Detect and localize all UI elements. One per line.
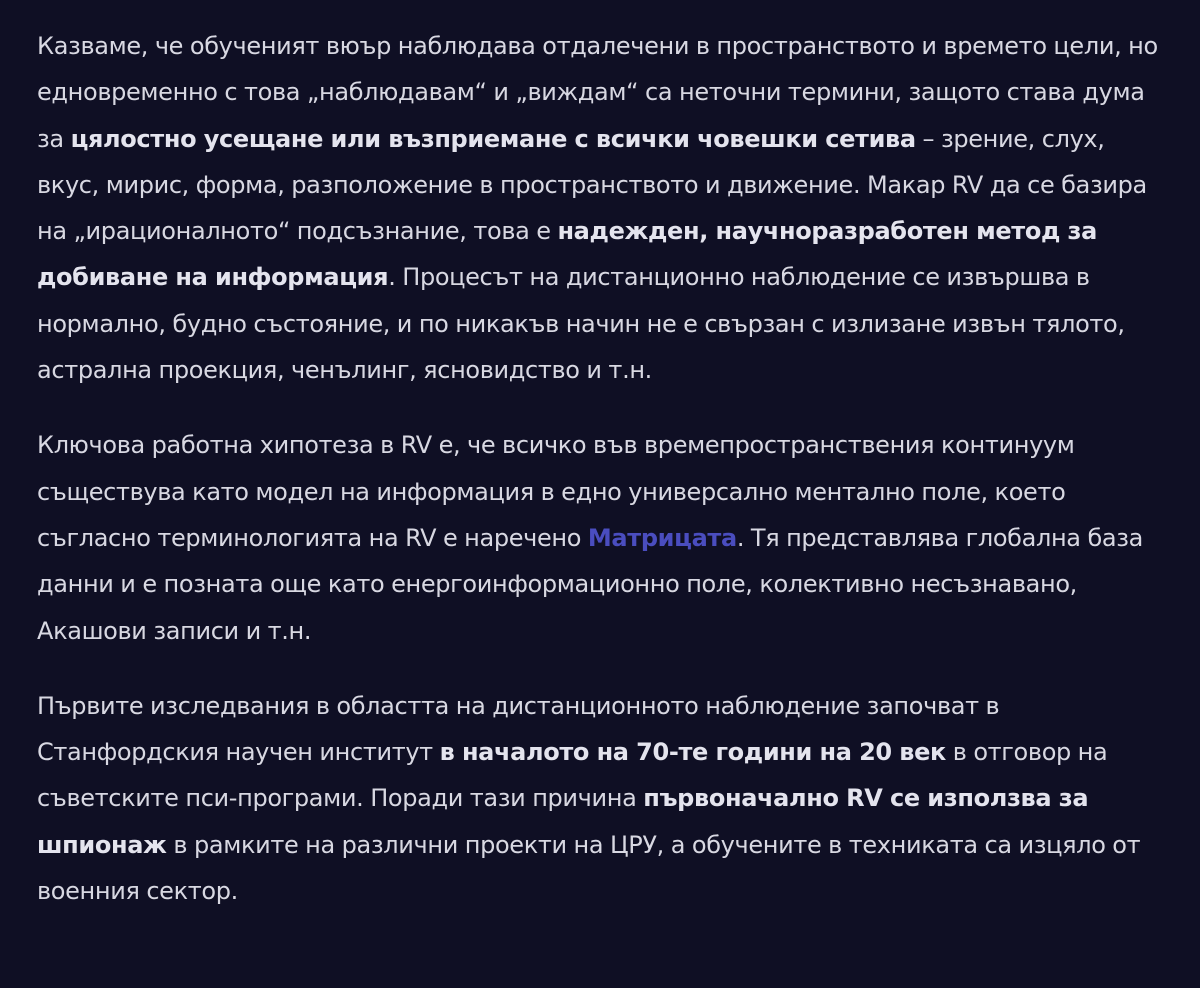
text-segment: в рамките на различни проекти на ЦРУ, а обучените в техниката са изцяло от военния сектор. (37, 830, 1141, 906)
text-segment: Ключова работна хипотеза в RV е, че всичко във времепространствения континуум съществува като модел на информация в едно универсално ментално поле, което съгласно терминологията на RV е наречено (37, 431, 1075, 552)
text-segment: . Процесът на дистанционно наблюдение се извършва в нормално, будно състояние, и по никакъв начин не е свързан с излизане извън тялото, астрална проекция, ченълинг, ясновидство и т.н. (37, 263, 1125, 385)
text-segment: – зрение, слух, вкус, мирис, форма, разположение в пространството и движение. Макар RV да се базира на „ирационалното“ подсъзнание, това е (37, 124, 1147, 246)
bold-phrase: цялостно усещане или възприемане с всички човешки сетива (70, 124, 916, 153)
matrix-link[interactable]: Матрицата (587, 523, 737, 552)
text-segment: Първите изследвания в областта на дистанционното наблюдение започват в Станфордския научен институт (37, 691, 1000, 767)
text-segment: в отговор на съветските пси-програми. Поради тази причина (37, 738, 1108, 813)
bold-phrase: в началото на 70-те години на 20 век (439, 738, 946, 767)
text-segment: . Тя представлява глобална база данни и е позната още като енергоинформационно поле, колективно несъзнавано, Акашови записи и т.н. (37, 523, 1144, 645)
paragraph-remote-viewing-definition (37, 23, 1170, 393)
bold-phrase: надежден, научноразработен метод за добиване на информация (37, 217, 1097, 292)
paragraph-history (37, 683, 1170, 914)
paragraph-working-hypothesis (37, 422, 1170, 653)
bold-phrase: първоначално RV се използва за шпионаж (37, 784, 1089, 859)
text-segment: Казваме, че обученият вюър наблюдава отдалечени в пространството и времето цели, но едновременно с това „наблюдавам“ и „виждам“ са неточни термини, защото става дума за (37, 32, 1158, 153)
